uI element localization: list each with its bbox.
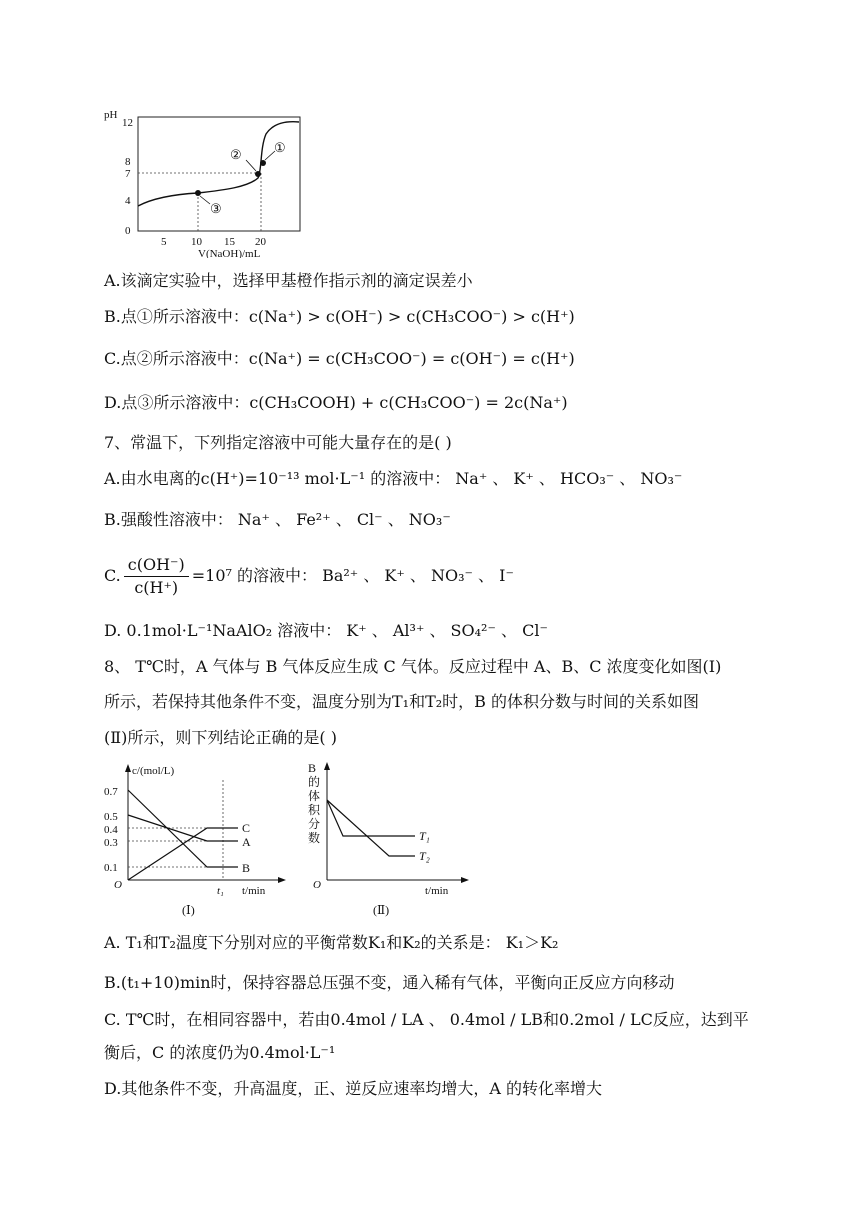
xtick: 15 (224, 236, 235, 248)
fig1-ytick: 0.1 (104, 862, 118, 874)
q8-stem-line2: 所示，若保持其他条件不变，温度分别为T₁和T₂时，B 的体积分数与时间的关系如图 (104, 692, 700, 711)
fig2-ylabel: B (308, 761, 317, 775)
fig2-ylabel: 数 (308, 831, 321, 845)
q7-option-a: A.由水电离的c(H⁺)=10⁻¹³ mol·L⁻¹ 的溶液中： Na⁺ 、 K⁺ 、 HCO₃⁻ 、 NO₃⁻ (104, 469, 683, 488)
point-label-3: ③ (210, 201, 222, 216)
fig2-ylabel: 体 (308, 789, 321, 803)
q6-option-d: D.点③所示溶液中：c(CH₃COOH) + c(CH₃COO⁻) = 2c(Na⁺) (104, 393, 568, 412)
q8-option-d: D.其他条件不变，升高温度，正、逆反应速率均增大，A 的转化率增大 (104, 1079, 602, 1098)
point-1 (260, 160, 266, 166)
fig2-xlabel: t/min (425, 885, 449, 897)
q7-c-prefix: C. (104, 566, 121, 585)
titration-chart (100, 104, 310, 258)
q8-stem-line1: 8、 T℃时，A 气体与 B 气体反应生成 C 气体。反应过程中 A、B、C 浓度变化如图(Ⅰ) (104, 657, 722, 676)
fig1-ytick: 0.3 (104, 837, 118, 849)
q6-option-a: A.该滴定实验中，选择甲基橙作指示剂的滴定误差小 (104, 271, 473, 290)
fig1-origin: O (114, 879, 122, 891)
fig1-ytick: 0.5 (104, 811, 118, 823)
q8-option-c-line2: 衡后，C 的浓度仍为0.4mol·L⁻¹ (104, 1043, 336, 1062)
q7-c-rest: =10⁷ 的溶液中： Ba²⁺ 、 K⁺ 、 NO₃⁻ 、 I⁻ (191, 566, 514, 585)
fig1-series-label: C (242, 821, 251, 835)
series-c-line (128, 828, 238, 880)
series-t1-line (327, 800, 415, 836)
q6-option-b: B.点①所示溶液中：c(Na⁺) > c(OH⁻) > c(CH₃COO⁻) > c(H⁺) (104, 307, 575, 326)
xtick: 10 (191, 236, 202, 248)
chart-xlabel: V(NaOH)/mL (198, 248, 261, 258)
point-2 (255, 171, 261, 177)
fig1-series-label: B (242, 861, 251, 875)
figure-2 (305, 760, 475, 920)
fig1-series-label: A (242, 835, 251, 849)
q7-option-c (104, 548, 514, 604)
chart-ylabel: pH (104, 109, 118, 121)
ytick: 0 (125, 225, 131, 237)
point-label-1: ① (274, 140, 286, 155)
ytick: 7 (125, 168, 131, 180)
ytick: 12 (122, 117, 133, 129)
figure-1 (100, 760, 290, 920)
fig1-caption: (Ⅰ) (182, 903, 195, 917)
q8-option-a: A. T₁和T₂温度下分别对应的平衡常数K₁和K₂的关系是： K₁＞K₂ (104, 933, 559, 952)
xtick: 20 (255, 236, 266, 248)
q8-stem-line3: (Ⅱ)所示，则下列结论正确的是( ) (104, 728, 337, 747)
xtick: 5 (161, 236, 167, 248)
fig2-ylabel: 积 (308, 803, 321, 817)
fig2-series-label: T₁ (419, 829, 430, 843)
series-t2-line (327, 800, 415, 856)
q6-option-c: C.点②所示溶液中：c(Na⁺) = c(CH₃COO⁻) = c(OH⁻) = c(H⁺) (104, 349, 575, 368)
q7-option-d: D. 0.1mol·L⁻¹NaAlO₂ 溶液中： K⁺ 、 Al³⁺ 、 SO₄²⁻ 、 Cl⁻ (104, 621, 548, 640)
fig1-t1: t₁ (217, 885, 224, 897)
fig2-series-label: T₂ (419, 849, 430, 863)
fig2-origin: O (313, 879, 321, 891)
fig2-caption: (Ⅱ) (373, 903, 390, 917)
titration-curve (138, 122, 299, 206)
q7-stem: 7、常温下，下列指定溶液中可能大量存在的是( ) (104, 433, 452, 452)
fig1-xlabel: t/min (242, 885, 266, 897)
fig1-ylabel: c/(mol/L) (132, 765, 175, 777)
ytick: 8 (125, 156, 131, 168)
ytick: 4 (125, 195, 131, 207)
fraction (124, 554, 189, 599)
point-3 (195, 190, 201, 196)
fig1-ytick: 0.4 (104, 824, 118, 836)
fig2-ylabel: 分 (308, 817, 321, 831)
fig2-ylabel: 的 (308, 775, 321, 789)
fraction-denominator: c(H⁺) (134, 577, 179, 597)
q8-option-b: B.(t₁+10)min时，保持容器总压强不变，通入稀有气体，平衡向正反应方向移动 (104, 973, 675, 992)
q8-option-c-line1: C. T℃时，在相同容器中，若由0.4mol / LA 、 0.4mol / LB和0.2mol / LC反应，达到平 (104, 1010, 749, 1029)
fraction-numerator: c(OH⁻) (124, 554, 189, 577)
fig1-ytick: 0.7 (104, 786, 118, 798)
q7-option-b: B.强酸性溶液中： Na⁺ 、 Fe²⁺ 、 Cl⁻ 、 NO₃⁻ (104, 510, 451, 529)
point-label-2: ② (230, 147, 242, 162)
